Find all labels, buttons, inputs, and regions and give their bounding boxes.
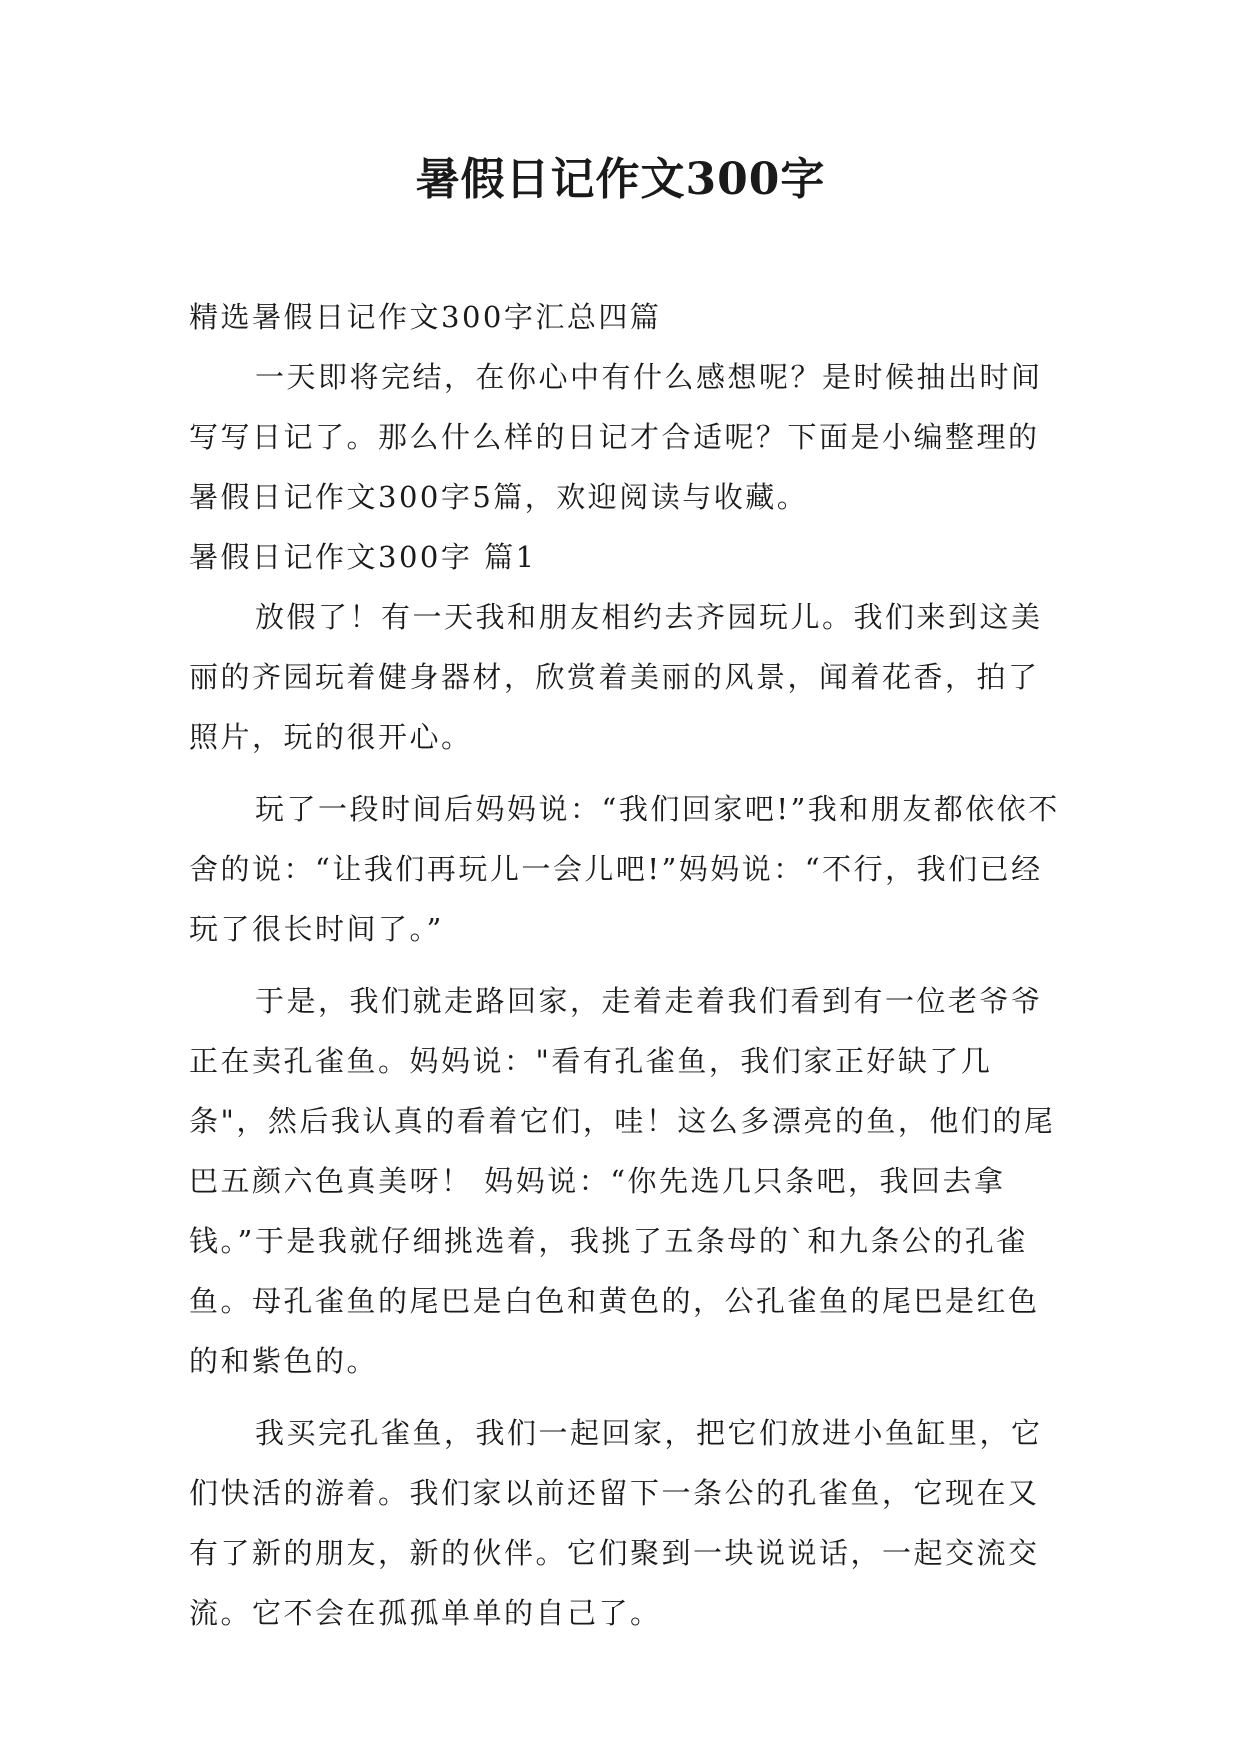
body-paragraph-4: 我买完孔雀鱼，我们一起回家，把它们放进小鱼缸里，它们快活的游着。我们家以前还留下一条公的孔雀鱼，它现在又有了新的朋友，新的伙伴。它们聚到一块说说话，一起交流交流。它不会在孤孤单单的自己了。	[189, 1416, 1043, 1630]
intro-paragraph: 一天即将完结，在你心中有什么感想呢？是时候抽出时间写写日记了。那么什么样的日记才合适呢？下面是小编整理的暑假日记作文300字5篇，欢迎阅读与收藏。	[189, 360, 1043, 514]
section-heading: 暑假日记作文300字 篇1	[189, 540, 537, 574]
body-paragraph-3: 于是，我们就走路回家，走着走着我们看到有一位老爷爷正在卖孔雀鱼。妈妈说："看有孔雀鱼，我们家正好缺了几条"，然后我认真的看着它们，哇！这么多漂亮的鱼，他们的尾巴五颜六色真美呀！ 妈妈说：“你先选几只条吧，我回去拿钱。”于是我就仔细挑选着，我挑了五条母的`和九条公的孔雀鱼。母孔雀鱼的尾巴是白色和黄色的，公孔雀鱼的尾巴是红色的和紫色的。	[189, 984, 1056, 1378]
document-title: 暑假日记作文300字	[415, 154, 826, 205]
document-body	[189, 287, 1069, 1643]
body-paragraph-2: 玩了一段时间后妈妈说：“我们回家吧!”我和朋友都依依不舍的说：“让我们再玩儿一会儿吧!”妈妈说：“不行，我们已经玩了很长时间了。”	[189, 792, 1060, 946]
document-subtitle: 精选暑假日记作文300字汇总四篇	[189, 300, 662, 334]
body-paragraph-1: 放假了！有一天我和朋友相约去齐园玩儿。我们来到这美丽的齐园玩着健身器材，欣赏着美丽的风景，闻着花香，拍了照片，玩的很开心。	[189, 600, 1043, 754]
